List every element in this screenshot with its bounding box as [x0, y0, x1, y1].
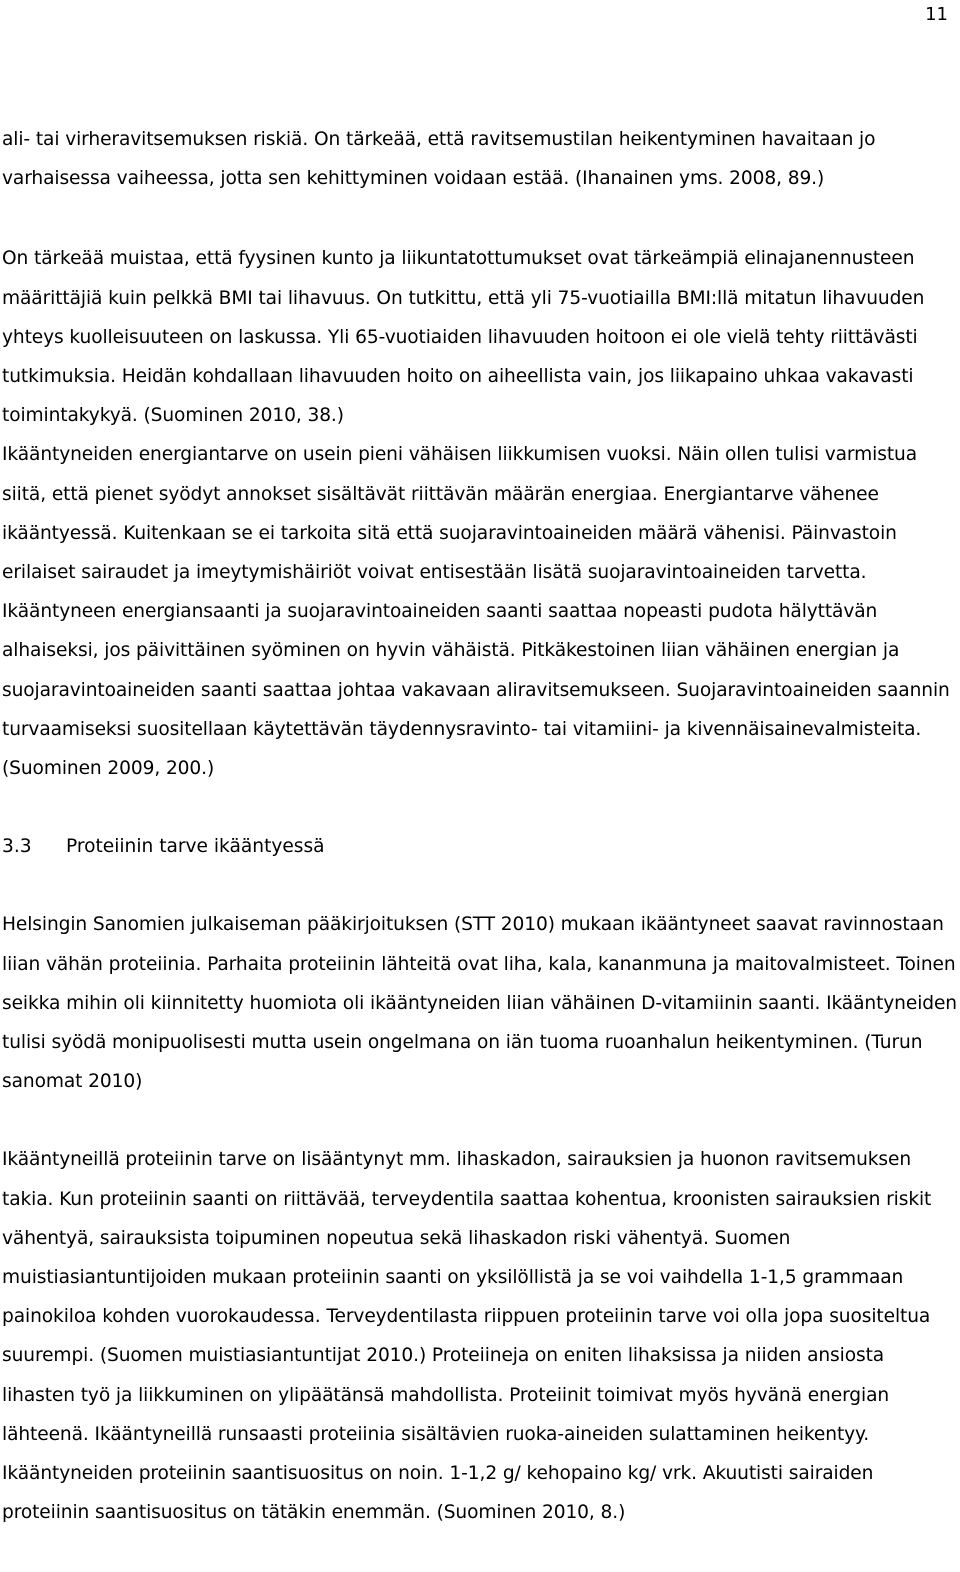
section-heading — [2, 827, 957, 866]
paragraph-fitness-bmi: On tärkeää muistaa, että fyysinen kunto ja liikuntatottumukset ovat tärkeämpiä elinajanennusteen määrittäjiä kuin pelkkä BMI tai lihavuus. On tutkittu, että yli 75-vuotiailla BMI:llä mitatun lihavuuden yhteys kuolleisuuteen on laskussa. Yli 65-vuotiaiden lihavuuden hoitoon ei ole vielä tehty riittävästi tutkimuksia. Heidän kohdallaan lihavuuden hoito on aiheellista vain, jos liikapaino uhkaa vakavasti toimintakykyä. (Suominen 2010, 38.) — [2, 248, 925, 427]
page-number: 11 — [925, 4, 948, 25]
section-number: 3.3 — [2, 836, 32, 858]
paragraph-protein-intake: Helsingin Sanomien julkaiseman pääkirjoituksen (STT 2010) mukaan ikääntyneet saavat ravinnostaan liian vähän proteiinia. Parhaita proteiinin lähteitä ovat liha, kala, kananmuna ja maitovalmisteet. Toinen seikka mihin oli kiinnitetty huomiota oli ikääntyneiden liian vähäinen D-vitamiinin saanti. Ikääntyneiden tulisi syödä monipuolisesti mutta usein ongelmana on iän tuoma ruoanhalun heikentyminen. (Turun sanomat 2010) — [2, 914, 957, 1093]
paragraph-protein-need: Ikääntyneillä proteiinin tarve on lisääntynyt mm. lihaskadon, sairauksien ja huonon ravitsemuksen takia. Kun proteiinin saanti on riittävää, terveydentila saattaa kohentua, kroonisten sairauksien riskit vähentyä, sairauksista toipuminen nopeutua sekä lihaskadon riski vähentyä. Suomen muistiasiantuntijoiden mukaan proteiinin saanti on yksilöllistä ja se voi vaihdella 1-1,5 grammaan painokiloa kohden vuorokaudessa. Terveydentilasta riippuen proteiinin tarve voi olla jopa suositeltua suurempi. (Suomen muistiasiantuntijat 2010.) Proteiineja on eniten lihaksissa ja niiden ansiosta lihasten työ ja liikkuminen on ylipäätänsä mahdollista. Proteiinit toimivat myös hyvänä energian lähteenä. Ikääntyneillä runsaasti proteiinia sisältävien ruoka-aineiden sulattaminen heikentyy. Ikääntyneiden proteiinin saantisuositus on noin. 1-1,2 g/ kehopaino kg/ vrk. Akuutisti sairaiden proteiinin saantisuositus on tätäkin enemmän. (Suominen 2010, 8.) — [2, 1149, 932, 1524]
paragraph-risk-continuation: ali- tai virheravitsemuksen riskiä. On tärkeää, että ravitsemustilan heikentyminen havaitaan jo varhaisessa vaiheessa, jotta sen kehittyminen voidaan estää. (Ihanainen yms. 2008, 89.) — [2, 129, 876, 190]
section-title: Proteiinin tarve ikääntyessä — [66, 836, 325, 858]
document-body — [2, 120, 957, 1533]
paragraph-energy-need: Ikääntyneiden energiantarve on usein pieni vähäisen liikkumisen vuoksi. Näin ollen tulisi varmistua siitä, että pienet syödyt annokset sisältävät riittävän määrän energiaa. Energiantarve vähenee ikääntyessä. Kuitenkaan se ei tarkoita sitä että suojaravintoaineiden määrä vähenisi. Päinvastoin erilaiset sairaudet ja imeytymishäiriöt voivat entisestään lisätä suojaravintoaineiden tarvetta. Ikääntyneen energiansaanti ja suojaravintoaineiden saanti saattaa nopeasti pudota hälyttävän alhaiseksi, jos päivittäinen syöminen on hyvin vähäistä. Pitkäkestoinen liian vähäinen energian ja suojaravintoaineiden saanti saattaa johtaa vakavaan aliravitsemukseen. Suojaravintoaineiden saannin turvaamiseksi suositellaan käytettävän täydennysravinto- tai vitamiini- ja kivennäisainevalmisteita. (Suominen 2009, 200.) — [2, 444, 950, 780]
